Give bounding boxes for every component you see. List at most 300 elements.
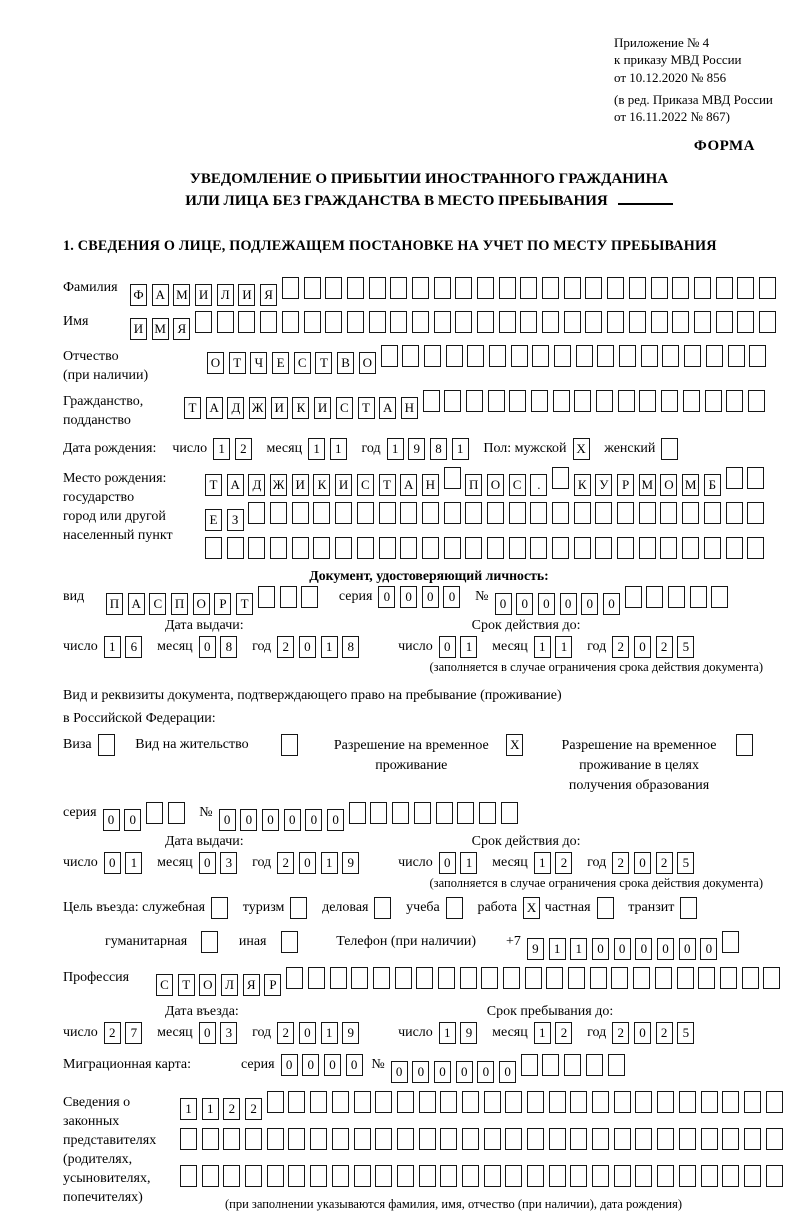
form-cell[interactable] [267, 1128, 284, 1150]
form-cell[interactable]: Д [248, 474, 265, 496]
form-cell[interactable] [527, 1128, 544, 1150]
form-cell[interactable] [660, 537, 677, 559]
birthplace-cells-row2[interactable] [205, 502, 769, 531]
form-cell[interactable]: С [294, 352, 311, 374]
form-cell[interactable] [375, 1128, 392, 1150]
purpose-business-checkbox[interactable] [374, 897, 396, 924]
form-cell[interactable] [706, 345, 723, 367]
form-cell[interactable]: 0 [657, 938, 674, 960]
form-cell[interactable]: С [357, 474, 374, 496]
form-cell[interactable]: 2 [656, 1022, 673, 1044]
form-cell[interactable] [499, 311, 516, 333]
form-cell[interactable]: М [639, 474, 656, 496]
residence-permit-checkbox[interactable] [281, 734, 303, 761]
form-cell[interactable]: А [206, 397, 223, 419]
form-cell[interactable] [511, 345, 528, 367]
form-cell[interactable]: 2 [277, 636, 294, 658]
form-cell[interactable] [736, 734, 753, 756]
form-cell[interactable]: 0 [199, 1022, 216, 1044]
form-cell[interactable]: 2 [555, 1022, 572, 1044]
entry-month-cells[interactable] [199, 1022, 242, 1044]
form-cell[interactable] [576, 345, 593, 367]
form-cell[interactable] [313, 537, 330, 559]
form-cell[interactable] [462, 1128, 479, 1150]
form-cell[interactable] [202, 1128, 219, 1150]
form-cell[interactable]: 0 [281, 1054, 298, 1076]
form-cell[interactable] [304, 277, 321, 299]
form-cell[interactable] [595, 502, 612, 524]
form-cell[interactable] [477, 277, 494, 299]
form-cell[interactable]: 2 [235, 438, 252, 460]
form-cell[interactable] [549, 1091, 566, 1113]
form-cell[interactable] [505, 1091, 522, 1113]
form-cell[interactable] [585, 311, 602, 333]
migration-number-cells[interactable] [391, 1054, 630, 1083]
form-cell[interactable]: А [152, 284, 169, 306]
form-cell[interactable] [488, 390, 505, 412]
form-cell[interactable]: О [199, 974, 216, 996]
form-cell[interactable]: Ж [270, 474, 287, 496]
form-cell[interactable] [465, 537, 482, 559]
form-cell[interactable] [292, 537, 309, 559]
form-cell[interactable] [759, 277, 776, 299]
form-cell[interactable] [564, 277, 581, 299]
purpose-study-checkbox[interactable] [446, 897, 468, 924]
res-valid-day-cells[interactable] [439, 852, 482, 874]
form-cell[interactable] [457, 802, 474, 824]
form-cell[interactable] [462, 1165, 479, 1187]
given-name-cells[interactable] [130, 311, 781, 340]
form-cell[interactable] [227, 537, 244, 559]
form-cell[interactable] [444, 502, 461, 524]
form-cell[interactable] [570, 1091, 587, 1113]
form-cell[interactable] [597, 345, 614, 367]
form-cell[interactable] [668, 586, 685, 608]
residence-number-cells[interactable] [219, 802, 523, 831]
form-cell[interactable]: 0 [700, 938, 717, 960]
form-cell[interactable] [369, 311, 386, 333]
form-cell[interactable] [392, 802, 409, 824]
form-cell[interactable] [422, 502, 439, 524]
form-cell[interactable] [481, 967, 498, 989]
form-cell[interactable]: 0 [302, 1054, 319, 1076]
form-cell[interactable] [657, 1165, 674, 1187]
form-cell[interactable] [332, 1128, 349, 1150]
form-cell[interactable] [330, 967, 347, 989]
id-issue-day-cells[interactable] [104, 636, 147, 658]
form-cell[interactable] [487, 537, 504, 559]
form-cell[interactable] [614, 1091, 631, 1113]
form-cell[interactable] [661, 438, 678, 460]
form-cell[interactable] [629, 277, 646, 299]
form-cell[interactable] [694, 311, 711, 333]
form-cell[interactable]: 2 [277, 852, 294, 874]
form-cell[interactable] [288, 1091, 305, 1113]
form-cell[interactable] [436, 802, 453, 824]
form-cell[interactable]: 0 [439, 852, 456, 874]
form-cell[interactable]: 0 [495, 593, 512, 615]
form-cell[interactable] [310, 1128, 327, 1150]
form-cell[interactable]: И [271, 397, 288, 419]
form-cell[interactable]: 1 [555, 636, 572, 658]
res-valid-month-cells[interactable] [534, 852, 577, 874]
form-cell[interactable]: Д [227, 397, 244, 419]
form-cell[interactable]: 0 [378, 586, 395, 608]
form-cell[interactable] [509, 537, 526, 559]
form-cell[interactable] [98, 734, 115, 756]
form-cell[interactable]: 0 [581, 593, 598, 615]
form-cell[interactable]: О [193, 593, 210, 615]
form-cell[interactable] [484, 1128, 501, 1150]
form-cell[interactable] [347, 311, 364, 333]
form-cell[interactable] [487, 502, 504, 524]
form-cell[interactable] [332, 1165, 349, 1187]
form-cell[interactable] [455, 277, 472, 299]
form-cell[interactable]: И [292, 474, 309, 496]
form-cell[interactable] [460, 967, 477, 989]
birthplace-cells-row1[interactable] [205, 467, 769, 496]
form-cell[interactable]: . [530, 474, 547, 496]
form-cell[interactable]: 0 [614, 938, 631, 960]
form-cell[interactable] [501, 802, 518, 824]
form-cell[interactable]: 2 [555, 852, 572, 874]
form-cell[interactable] [499, 277, 516, 299]
form-cell[interactable]: 0 [634, 636, 651, 658]
form-cell[interactable] [682, 537, 699, 559]
form-cell[interactable]: Т [229, 352, 246, 374]
form-cell[interactable] [704, 502, 721, 524]
form-cell[interactable] [679, 1128, 696, 1150]
form-cell[interactable] [641, 345, 658, 367]
form-cell[interactable]: В [337, 352, 354, 374]
form-cell[interactable]: 0 [240, 809, 257, 831]
form-cell[interactable]: Ж [249, 397, 266, 419]
form-cell[interactable] [595, 537, 612, 559]
form-cell[interactable] [245, 1165, 262, 1187]
form-cell[interactable] [354, 1128, 371, 1150]
form-cell[interactable] [521, 1054, 538, 1076]
form-cell[interactable]: Е [205, 509, 222, 531]
form-cell[interactable] [625, 586, 642, 608]
form-cell[interactable]: 1 [330, 438, 347, 460]
form-cell[interactable] [672, 311, 689, 333]
form-cell[interactable] [677, 967, 694, 989]
form-cell[interactable] [766, 1165, 783, 1187]
form-cell[interactable] [238, 311, 255, 333]
form-cell[interactable]: Т [205, 474, 222, 496]
form-cell[interactable] [509, 502, 526, 524]
form-cell[interactable] [549, 1165, 566, 1187]
form-cell[interactable]: М [682, 474, 699, 496]
form-cell[interactable]: С [509, 474, 526, 496]
form-cell[interactable] [633, 967, 650, 989]
form-cell[interactable]: 2 [612, 852, 629, 874]
purpose-transit-checkbox[interactable] [680, 897, 702, 924]
form-cell[interactable] [422, 537, 439, 559]
form-cell[interactable]: И [335, 474, 352, 496]
form-cell[interactable] [726, 537, 743, 559]
form-cell[interactable] [614, 1165, 631, 1187]
form-cell[interactable] [701, 1128, 718, 1150]
form-cell[interactable]: 0 [560, 593, 577, 615]
form-cell[interactable]: 8 [430, 438, 447, 460]
form-cell[interactable]: 2 [612, 636, 629, 658]
form-cell[interactable] [479, 802, 496, 824]
form-cell[interactable]: О [359, 352, 376, 374]
form-cell[interactable] [354, 1091, 371, 1113]
form-cell[interactable]: 8 [220, 636, 237, 658]
form-cell[interactable]: 2 [656, 636, 673, 658]
birthplace-cells-row3[interactable] [205, 537, 769, 564]
form-cell[interactable]: 0 [443, 586, 460, 608]
form-cell[interactable] [744, 1128, 761, 1150]
form-cell[interactable] [282, 277, 299, 299]
form-cell[interactable]: И [238, 284, 255, 306]
form-cell[interactable]: 2 [223, 1098, 240, 1120]
form-cell[interactable] [416, 967, 433, 989]
form-cell[interactable]: Т [236, 593, 253, 615]
form-cell[interactable]: А [379, 397, 396, 419]
form-cell[interactable] [722, 1128, 739, 1150]
form-cell[interactable] [205, 537, 222, 559]
form-cell[interactable]: Б [704, 474, 721, 496]
form-cell[interactable] [618, 390, 635, 412]
phone-cells[interactable] [527, 931, 744, 960]
form-cell[interactable]: Т [315, 352, 332, 374]
form-cell[interactable]: 0 [635, 938, 652, 960]
form-cell[interactable] [419, 1165, 436, 1187]
form-cell[interactable] [397, 1165, 414, 1187]
form-cell[interactable]: Я [243, 974, 260, 996]
form-cell[interactable] [690, 586, 707, 608]
form-cell[interactable] [607, 311, 624, 333]
form-cell[interactable] [335, 537, 352, 559]
form-cell[interactable] [747, 537, 764, 559]
form-cell[interactable] [552, 467, 569, 489]
purpose-other-checkbox[interactable] [281, 931, 303, 958]
migration-series-cells[interactable] [281, 1054, 368, 1076]
entry-year-cells[interactable] [277, 1022, 364, 1044]
form-cell[interactable] [292, 502, 309, 524]
form-cell[interactable] [310, 1091, 327, 1113]
form-cell[interactable] [574, 537, 591, 559]
form-cell[interactable]: 5 [677, 1022, 694, 1044]
form-cell[interactable]: 1 [321, 1022, 338, 1044]
form-cell[interactable] [590, 967, 607, 989]
form-cell[interactable] [467, 345, 484, 367]
form-cell[interactable] [424, 345, 441, 367]
form-cell[interactable] [680, 897, 697, 919]
form-cell[interactable] [726, 502, 743, 524]
form-cell[interactable] [374, 897, 391, 919]
form-cell[interactable] [281, 931, 298, 953]
form-cell[interactable] [532, 345, 549, 367]
form-cell[interactable] [412, 311, 429, 333]
purpose-tourism-checkbox[interactable] [290, 897, 312, 924]
form-cell[interactable]: 5 [677, 636, 694, 658]
form-cell[interactable] [726, 467, 743, 489]
form-cell[interactable] [737, 277, 754, 299]
form-cell[interactable] [722, 1165, 739, 1187]
form-cell[interactable] [465, 502, 482, 524]
form-cell[interactable] [444, 467, 461, 489]
form-cell[interactable] [617, 537, 634, 559]
form-cell[interactable]: 0 [679, 938, 696, 960]
form-cell[interactable] [412, 277, 429, 299]
form-cell[interactable]: 0 [299, 852, 316, 874]
form-cell[interactable] [414, 802, 431, 824]
birth-month-cells[interactable] [308, 438, 351, 460]
form-cell[interactable]: Ф [130, 284, 147, 306]
form-cell[interactable]: 1 [570, 938, 587, 960]
form-cell[interactable] [223, 1165, 240, 1187]
form-cell[interactable]: 1 [439, 1022, 456, 1044]
form-cell[interactable]: Р [617, 474, 634, 496]
form-cell[interactable] [419, 1091, 436, 1113]
form-cell[interactable]: Т [178, 974, 195, 996]
form-cell[interactable]: 9 [342, 852, 359, 874]
form-cell[interactable] [223, 1128, 240, 1150]
form-cell[interactable] [446, 897, 463, 919]
form-cell[interactable]: Ч [250, 352, 267, 374]
form-cell[interactable] [570, 1165, 587, 1187]
id-valid-day-cells[interactable] [439, 636, 482, 658]
form-cell[interactable] [201, 931, 218, 953]
form-cell[interactable] [390, 311, 407, 333]
form-cell[interactable]: Л [221, 974, 238, 996]
form-cell[interactable]: Я [173, 318, 190, 340]
purpose-work-checkbox[interactable] [523, 897, 545, 919]
form-cell[interactable] [258, 586, 275, 608]
form-cell[interactable]: О [487, 474, 504, 496]
form-cell[interactable]: П [171, 593, 188, 615]
form-cell[interactable] [542, 311, 559, 333]
form-cell[interactable]: 1 [534, 852, 551, 874]
form-cell[interactable]: X [573, 438, 590, 460]
form-cell[interactable]: 0 [199, 852, 216, 874]
id-issue-month-cells[interactable] [199, 636, 242, 658]
surname-cells[interactable] [130, 277, 781, 306]
form-cell[interactable] [546, 967, 563, 989]
id-valid-month-cells[interactable] [534, 636, 577, 658]
form-cell[interactable] [564, 311, 581, 333]
form-cell[interactable] [381, 345, 398, 367]
form-cell[interactable]: 1 [202, 1098, 219, 1120]
res-issue-year-cells[interactable] [277, 852, 364, 874]
form-cell[interactable]: 2 [656, 852, 673, 874]
form-cell[interactable] [585, 277, 602, 299]
form-cell[interactable] [267, 1091, 284, 1113]
form-cell[interactable] [434, 311, 451, 333]
form-cell[interactable]: X [523, 897, 540, 919]
form-cell[interactable]: 0 [199, 636, 216, 658]
form-cell[interactable]: 1 [321, 636, 338, 658]
form-cell[interactable] [662, 345, 679, 367]
form-cell[interactable] [635, 1091, 652, 1113]
form-cell[interactable] [310, 1165, 327, 1187]
form-cell[interactable]: М [152, 318, 169, 340]
purpose-private-checkbox[interactable] [597, 897, 619, 924]
form-cell[interactable] [549, 1128, 566, 1150]
form-cell[interactable] [357, 502, 374, 524]
form-cell[interactable]: 0 [299, 636, 316, 658]
form-cell[interactable]: 0 [124, 809, 141, 831]
form-cell[interactable]: И [195, 284, 212, 306]
form-cell[interactable] [639, 537, 656, 559]
form-cell[interactable]: А [128, 593, 145, 615]
form-cell[interactable] [397, 1091, 414, 1113]
form-cell[interactable]: К [292, 397, 309, 419]
form-cell[interactable] [737, 311, 754, 333]
form-cell[interactable] [146, 802, 163, 824]
form-cell[interactable] [661, 390, 678, 412]
form-cell[interactable] [716, 277, 733, 299]
form-cell[interactable]: 1 [308, 438, 325, 460]
form-cell[interactable]: 3 [220, 852, 237, 874]
form-cell[interactable] [657, 1091, 674, 1113]
form-cell[interactable] [180, 1165, 197, 1187]
form-cell[interactable] [527, 1091, 544, 1113]
form-cell[interactable]: 1 [460, 852, 477, 874]
form-cell[interactable] [489, 345, 506, 367]
stay-year-cells[interactable] [612, 1022, 699, 1044]
form-cell[interactable] [270, 537, 287, 559]
form-cell[interactable] [438, 967, 455, 989]
form-cell[interactable] [505, 1165, 522, 1187]
form-cell[interactable]: Н [401, 397, 418, 419]
form-cell[interactable]: Я [260, 284, 277, 306]
form-cell[interactable]: А [400, 474, 417, 496]
form-cell[interactable] [390, 277, 407, 299]
form-cell[interactable] [608, 1054, 625, 1076]
form-cell[interactable] [629, 311, 646, 333]
guardians-cells-row3[interactable] [180, 1165, 787, 1192]
guardians-cells-row2[interactable] [180, 1128, 787, 1155]
form-cell[interactable] [375, 1091, 392, 1113]
birth-year-cells[interactable] [387, 438, 474, 460]
form-cell[interactable] [444, 537, 461, 559]
form-cell[interactable]: 1 [534, 1022, 551, 1044]
form-cell[interactable] [308, 967, 325, 989]
res-issue-day-cells[interactable] [104, 852, 147, 874]
form-cell[interactable] [570, 1128, 587, 1150]
form-cell[interactable]: Т [184, 397, 201, 419]
stay-day-cells[interactable] [439, 1022, 482, 1044]
form-cell[interactable] [701, 1165, 718, 1187]
form-cell[interactable] [530, 502, 547, 524]
form-cell[interactable]: З [227, 509, 244, 531]
doc-series-cells[interactable] [378, 586, 465, 608]
form-cell[interactable] [553, 390, 570, 412]
form-cell[interactable]: И [130, 318, 147, 340]
form-cell[interactable]: 1 [549, 938, 566, 960]
form-cell[interactable] [484, 1091, 501, 1113]
form-cell[interactable]: Т [379, 474, 396, 496]
form-cell[interactable] [552, 537, 569, 559]
form-cell[interactable]: 0 [499, 1061, 516, 1083]
purpose-humanitarian-checkbox[interactable] [201, 931, 223, 958]
form-cell[interactable] [564, 1054, 581, 1076]
form-cell[interactable] [397, 1128, 414, 1150]
form-cell[interactable] [711, 586, 728, 608]
form-cell[interactable] [351, 967, 368, 989]
form-cell[interactable] [379, 537, 396, 559]
form-cell[interactable] [586, 1054, 603, 1076]
id-issue-year-cells[interactable] [277, 636, 364, 658]
profession-cells[interactable] [156, 967, 785, 996]
form-cell[interactable] [180, 1128, 197, 1150]
form-cell[interactable] [248, 502, 265, 524]
